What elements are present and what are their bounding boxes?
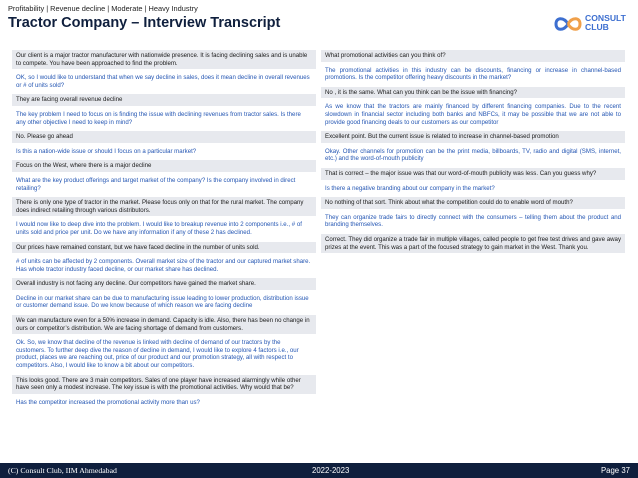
interviewer-entry: Our prices have remained constant, but we have faced decline in the number of units sold. — [12, 242, 316, 254]
page-title: Tractor Company – Interview Transcript — [8, 15, 281, 31]
logo-wordmark — [585, 14, 626, 32]
transcript-left-column — [12, 50, 316, 411]
candidate-entry: The promotional activities in this industry can be discounts, financing or increase in channel-based promotions. Is the competitor offering heavy discounts in the market? — [321, 65, 625, 84]
candidate-entry: Is this a nation-wide issue or should I focus on a particular market? — [12, 146, 316, 158]
candidate-entry: Okay. Other channels for promotion can be the print media, billboards, TV, radio and digital (SMS, internet, etc.) and the word-of-mouth publicity — [321, 146, 625, 165]
consult-club-logo — [553, 11, 633, 37]
interviewer-entry: No nothing of that sort. Think about what the competition could do to enable word of mouth? — [321, 197, 625, 209]
candidate-entry: What are the key product offerings and target market of the company? Is the company involved in direct retailing? — [12, 175, 316, 194]
interviewer-entry: No. Please go ahead — [12, 131, 316, 143]
interviewer-entry: What promotional activities can you think of? — [321, 50, 625, 62]
logo-line-2: CLUB — [585, 22, 609, 32]
candidate-entry: Ok. So, we know that decline of the revenue is linked with decline of demand of our tractors by the customers. To further deep dive the reason of decline in demand, I would like to explore 4 factors i.e., our product, places we are reaching out, price of our product and our promotion strategy, all with respect to competitors. Also, I would like to know a bit about our competitors. — [12, 337, 316, 371]
infinity-icon — [553, 13, 583, 35]
interviewer-entry: That is correct – the major issue was that our word-of-mouth publicity was less. Can you guess why? — [321, 168, 625, 180]
candidate-entry: Is there a negative branding about our company in the market? — [321, 183, 625, 195]
candidate-entry: OK, so I would like to understand that when we say decline in sales, does it mean decline in overall revenues or # of units sold? — [12, 72, 316, 91]
interviewer-entry: Our client is a major tractor manufacturer with nationwide presence. It is facing declining sales and is unable to compete. You have been approached to find the problem. — [12, 50, 316, 69]
logo-line-1: CONSULT — [585, 13, 626, 23]
interviewer-entry: There is only one type of tractor in the market. Please focus only on that for the rural market. The company does indirect retailing through various distributors. — [12, 197, 316, 216]
interviewer-entry: We can manufacture even for a 50% increase in demand. Capacity is idle. Also, there has been no change in ours or competitor’s distribution. We are facing shortage of demand from customers. — [12, 315, 316, 334]
candidate-entry: Has the competitor increased the promotional activity more than us? — [12, 397, 316, 409]
interviewer-entry: They are facing overall revenue decline — [12, 94, 316, 106]
candidate-entry: The key problem I need to focus on is finding the issue with declining revenues from tractor sales. Is there any other objective I need to keep in mind? — [12, 109, 316, 128]
interviewer-entry: Focus on the West, where there is a major decline — [12, 160, 316, 172]
interviewer-entry: Correct. They did organize a trade fair in multiple villages, called people to get free test drives and gave away prizes at the event. This was a part of the focused strategy to gain market in the West. Thank you. — [321, 234, 625, 253]
interviewer-entry: Overall industry is not facing any decline. Our competitors have gained the market share. — [12, 278, 316, 290]
interviewer-entry: Excellent point. But the current issue is related to increase in channel-based promotion — [321, 131, 625, 143]
interviewer-entry: No , it is the same. What can you think can be the issue with financing? — [321, 87, 625, 99]
footer-year: 2022-2023 — [312, 466, 350, 475]
candidate-entry: # of units can be affected by 2 components. Overall market size of the tractor and our captured market share. Has whole tractor industry faced decline, or our market share has declined. — [12, 256, 316, 275]
candidate-entry: Decline in our market share can be due to manufacturing issue leading to lower production, distribution issue or customer demand issue. Do we know because of which reason we are facing decline — [12, 293, 316, 312]
candidate-entry: As we know that the tractors are mainly financed by different financing companies. Due to the recent slowdown in financial sector including both banks and NBFCs, it may be possible that we are not able to provide good financing deals to our customers as our competitor — [321, 101, 625, 128]
candidate-entry: I would now like to deep dive into the problem. I would like to breakup revenue into 2 components i.e., # of units sold and price per unit. Do we have any information if any of these 2 has declined. — [12, 219, 316, 238]
footer-bar — [0, 463, 638, 478]
candidate-entry: They can organize trade fairs to directly connect with the consumers – telling them about the product and branding themselves. — [321, 212, 625, 231]
footer-copyright: (C) Consult Club, IIM Ahmedabad — [8, 466, 117, 475]
page-number: Page 37 — [600, 466, 630, 475]
interviewer-entry: This looks good. There are 3 main competitors. Sales of one player have increased alarmingly while other have seen only a modest increase. The key issue is with the promotional activities. Why would that be? — [12, 375, 316, 394]
breadcrumb: Profitability | Revenue decline | Moderate | Heavy Industry — [8, 4, 198, 13]
transcript-right-column — [321, 50, 625, 256]
